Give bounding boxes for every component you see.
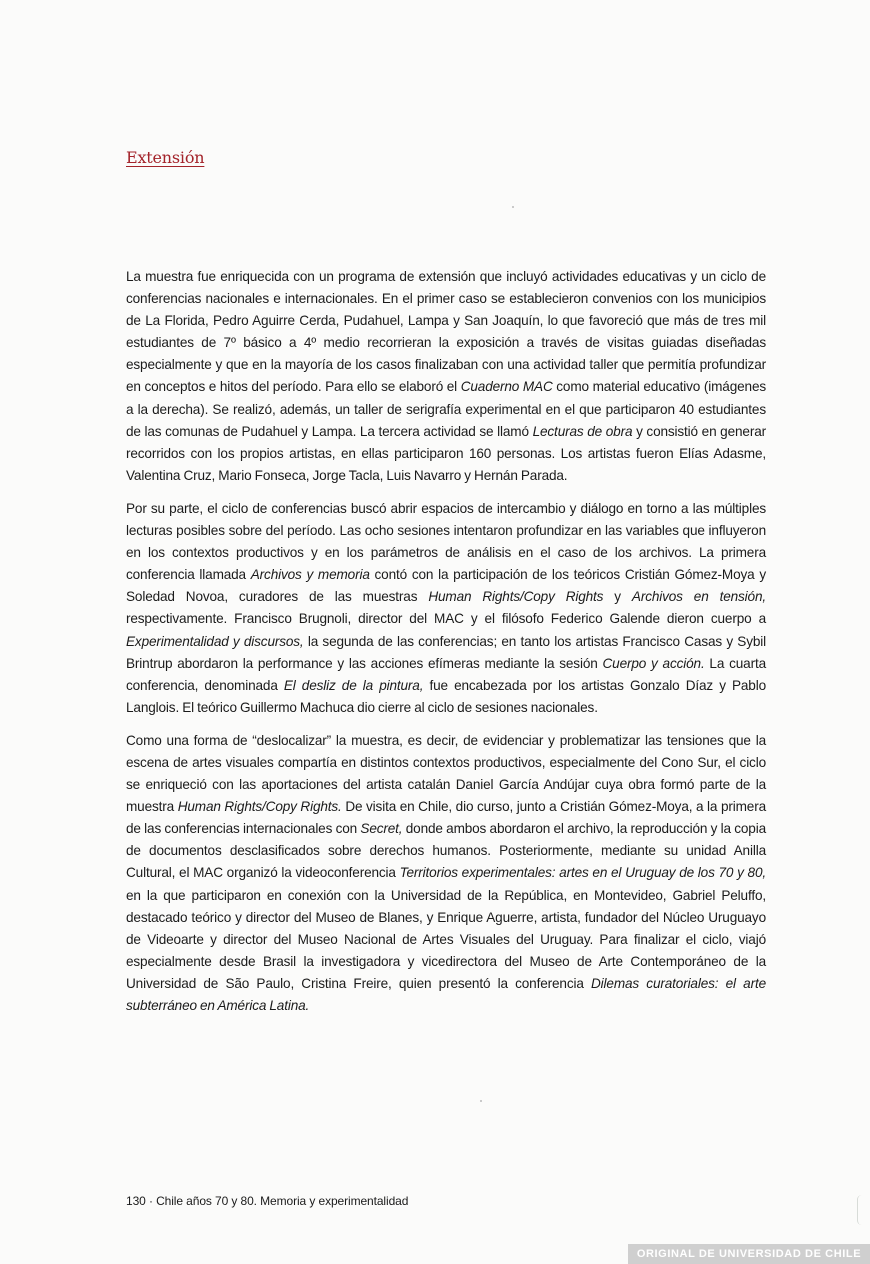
text-run: y consistió en generar recorridos con los propios artistas, en ellas participaron 160 personas. Los artistas fueron Elías Adasme, Valentina Cruz, Mario Fonseca, Jorge Tacla, Luis Navarro y Hernán Parada. [126, 423, 766, 483]
italic-title: Human Rights/Copy Rights [428, 589, 604, 605]
paragraph-international-conferences [126, 730, 766, 1017]
text-run: De visita en Chile, dio curso, junto a Cristián Gómez-Moya, a la primera de las conferencias internacionales con [126, 799, 766, 837]
text-run: la segunda de las conferencias; en tanto los artistas Francisco Casas y Sybil Brintrup abordaron la performance y las acciones efímeras mediante la sesión [126, 633, 766, 671]
text-run: respectivamente. Francisco Brugnoli, director del MAC y el filósofo Federico Galende dieron cuerpo a [126, 611, 766, 627]
scan-speck [512, 206, 514, 208]
text-run: La muestra fue enriquecida con un programa de extensión que incluyó actividades educativas y un ciclo de conferencias nacionales e internacionales. En el primer caso se establecieron convenios con los municipios de La Florida, Pedro Aguirre Cerda, Pudahuel, Lampa y San Joaquín, lo que favoreció que más de tres mil estudiantes de 7º básico a 4º medio recorrieran la exposición a través de visitas guiadas diseñadas especialmente y que en la mayoría de los casos finalizaban con una actividad taller que permitía profundizar en conceptos e hitos del período. Para ello se elaboró el [126, 269, 766, 395]
body-text [126, 266, 766, 1028]
archive-stamp: ORIGINAL DE UNIVERSIDAD DE CHILE [628, 1244, 870, 1264]
paragraph-extension-program [126, 266, 766, 487]
text-run: como material educativo (imágenes a la derecha). Se realizó, además, un taller de serigrafía experimental en el que participaron 40 estudiantes de las comunas de Pudahuel y Lampa. La tercera actividad se llamó [126, 379, 766, 439]
italic-title: Cuerpo y acción. [602, 655, 705, 671]
italic-title: Human Rights/Copy Rights. [177, 799, 342, 815]
text-run: Por su parte, el ciclo de conferencias buscó abrir espacios de intercambio y diálogo en torno a las múltiples lecturas posibles sobre del período. Las ocho sesiones intentaron profundizar en las variables que influyeron en los contextos productivos y en los parámetros de análisis en el caso de los archivos. La primera conferencia llamada [126, 500, 766, 583]
text-run: contó con la participación de los teóricos Cristián Gómez-Moya y Soledad Novoa, curadores de las muestras [126, 567, 766, 605]
paragraph-national-conferences [126, 498, 766, 719]
text-run: La cuarta conferencia, denominada [126, 655, 766, 693]
italic-title: Territorios experimentales: artes en el Uruguay de los 70 y 80, [399, 865, 766, 881]
text-run: y [603, 589, 632, 605]
italic-title: Secret, [360, 821, 403, 837]
italic-title: Archivos en tensión, [631, 589, 766, 605]
italic-title: Archivos y memoria [250, 567, 370, 583]
italic-title: Lecturas de obra [532, 423, 633, 439]
italic-title: Experimentalidad y discursos, [126, 633, 304, 649]
page-footer: 130 · Chile años 70 y 80. Memoria y experimentalidad [126, 1194, 409, 1208]
italic-title: Dilemas curatoriales: el arte subterráneo en América Latina. [126, 975, 766, 1013]
italic-title: Cuaderno MAC [460, 379, 553, 395]
scan-speck [480, 1100, 482, 1102]
section-heading: Extensión [126, 148, 205, 167]
text-run: fue encabezada por los artistas Gonzalo Díaz y Pablo Langlois. El teórico Guillermo Machuca dio cierre al ciclo de sesiones nacionales. [126, 677, 767, 715]
scan-edge-mark [857, 1195, 866, 1225]
italic-title: El desliz de la pintura, [283, 677, 424, 693]
text-run: en la que participaron en conexión con la Universidad de la República, en Montevideo, Gabriel Peluffo, destacado teórico y director del Museo de Blanes, y Enrique Aguerre, artista, fundador del Núcleo Uruguayo de Videoarte y director del Museo Nacional de Artes Visuales del Uruguay. Para finalizar el ciclo, viajó especialmente desde Brasil la investigadora y vicedirectora del Museo de Arte Contemporáneo de la Universidad de São Paulo, Cristina Freire, quien presentó la conferencia [126, 887, 766, 991]
text-run: donde ambos abordaron el archivo, la reproducción y la copia de documentos desclasificados sobre derechos humanos. Posteriormente, mediante su unidad Anilla Cultural, el MAC organizó la videoconferencia [126, 821, 766, 881]
text-run: Como una forma de “deslocalizar” la muestra, es decir, de evidenciar y problematizar las tensiones que la escena de artes visuales compartía en distintos contextos productivos, especialmente del Cono Sur, el ciclo se enriqueció con las aportaciones del artista catalán Daniel García Andújar cuya obra formó parte de la muestra [126, 732, 766, 815]
